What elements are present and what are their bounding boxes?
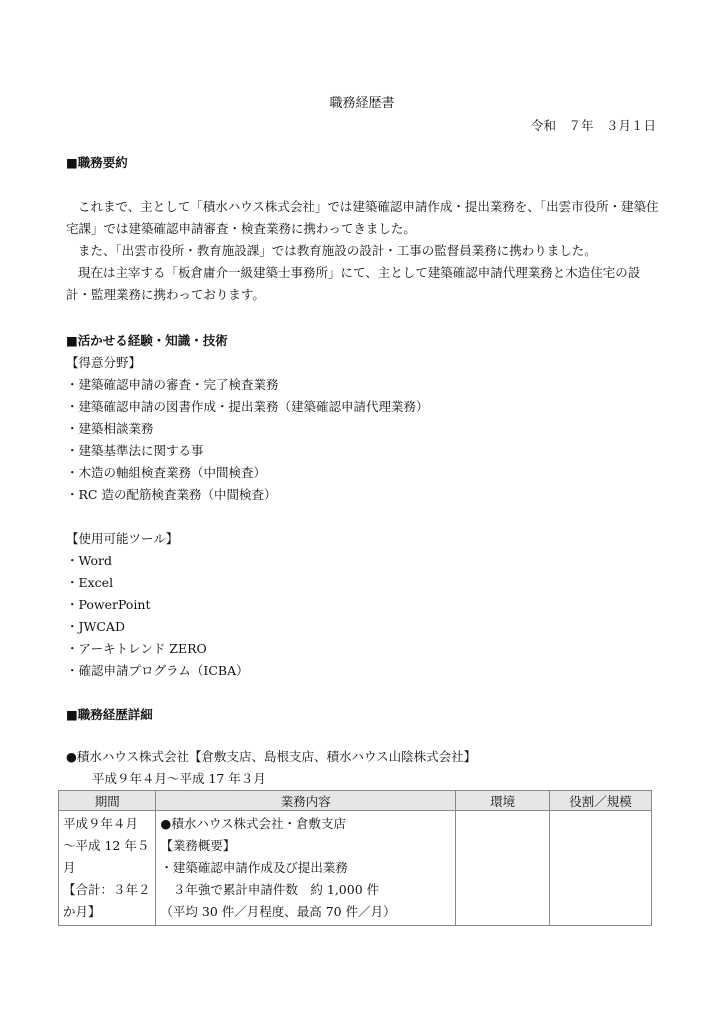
period-line: ～平成 12 年５ [63,838,150,853]
specialty-item: ・建築相談業務 [66,421,154,436]
specialty-item: ・建築確認申請の図書作成・提出業務（建築確認申請代理業務） [66,399,429,414]
header-role: 役割／規模 [550,791,652,811]
period-line: 【合計：３年２ [63,882,151,897]
header-content: 業務内容 [156,791,456,811]
specialty-label: 【得意分野】 [66,355,142,370]
summary-paragraph-3: 現在は主宰する「板倉庸介一級建築士事務所」にて、主として建築確認申請代理業務と木造住宅の設計・監理業務に携わっております。 [66,265,641,302]
tools-label: 【使用可能ツール】 [66,531,179,546]
summary-paragraph-2: また、「出雲市役所・教育施設課」では教育施設の設計・工事の監督員業務に携わりました。 [78,243,597,258]
period-line: か月】 [63,904,101,919]
tool-item: ・Word [66,553,113,568]
summary-paragraph-1: これまで、主として「積水ハウス株式会社」では建築確認申請作成・提出業務を、「出雲市役所・建築住宅課」では建築確認申請審査・検査業務に携わってきました。 [66,199,659,236]
period-line: 月 [63,860,76,875]
tool-item: ・Excel [66,575,114,590]
role-cell [550,811,652,926]
specialty-item: ・RC 造の配筋検査業務（中間検査） [66,487,277,502]
tool-item: ・アーキトレンド ZERO [66,641,207,656]
header-period: 期間 [59,791,156,811]
content-line: 【業務概要】 [160,838,236,853]
tool-item: ・JWCAD [66,619,125,634]
career-history-table [58,790,652,926]
content-line: ●積水ハウス株式会社・倉敷支店 [160,816,346,831]
specialty-item: ・建築基準法に関する事 [66,443,204,458]
summary-heading: ■職務要約 [66,155,128,170]
company-name: ●積水ハウス株式会社【倉敷支店、島根支店、積水ハウス山陰株式会社】 [66,749,477,764]
history-heading: ■職務経歴詳細 [66,707,153,722]
content-line: （平均 30 件／月程度、最高 70 件／月） [160,904,396,919]
tool-item: ・PowerPoint [66,597,151,612]
employment-period: 平成９年４月～平成 17 年３月 [92,771,266,786]
environment-cell [456,811,550,926]
specialty-item: ・木造の軸組検査業務（中間検査） [66,465,267,480]
period-line: 平成９年４月 [63,816,139,831]
content-line: ３年強で累計申請件数 約 1,000 件 [160,882,380,897]
content-line: ・建築確認申請作成及び提出業務 [160,860,348,875]
specialty-item: ・建築確認申請の審査・完了検査業務 [66,377,279,392]
period-cell [59,811,156,926]
table-row [59,811,652,926]
skills-heading: ■活かせる経験・知識・技術 [66,333,228,348]
content-cell [156,811,456,926]
document-date: 令和 ７年 ３月１日 [530,118,656,133]
header-environment: 環境 [456,791,550,811]
document-title: 職務経歴書 [329,96,395,111]
tool-item: ・確認申請プログラム（ICBA） [66,663,249,678]
table-header-row [59,791,652,811]
